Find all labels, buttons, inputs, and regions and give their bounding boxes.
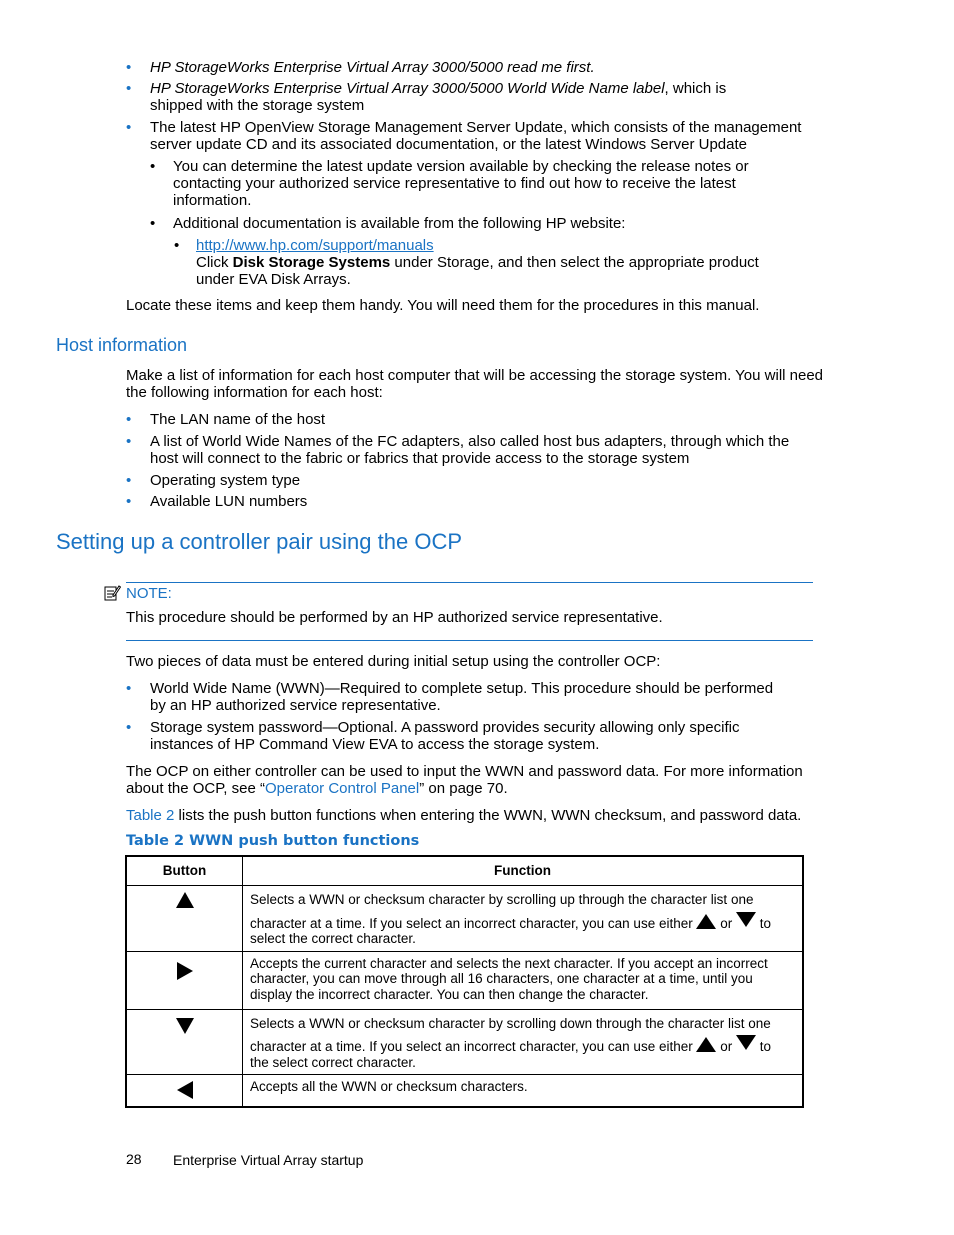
table-row xyxy=(126,1009,803,1075)
table-row xyxy=(126,951,803,1009)
up-arrow-icon xyxy=(696,914,716,929)
note-text: This procedure should be performed by an HP authorized service representative. xyxy=(126,609,663,626)
note-top-rule xyxy=(126,582,813,583)
column-header-button: Button xyxy=(126,856,243,886)
function-text: character at a time. If you select an incorrect character, you can use either xyxy=(250,1039,697,1054)
ocp-pre: about the OCP, see “ xyxy=(126,780,265,797)
ocp-paragraph: The OCP on either controller can be used to input the WWN and password data. For more information xyxy=(126,763,803,780)
function-line: the select correct character. xyxy=(250,1054,416,1070)
wwn-label-rest: , which is xyxy=(664,80,727,97)
table-caption: Table 2 WWN push button functions xyxy=(126,833,420,849)
wwn-label-item-line2: shipped with the storage system xyxy=(150,97,365,114)
right-arrow-icon xyxy=(177,962,193,980)
function-cell xyxy=(243,886,804,952)
footer-title: Enterprise Virtual Array startup xyxy=(173,1152,364,1168)
bullet: • xyxy=(126,411,132,428)
function-line xyxy=(250,1035,796,1055)
sub-bullet: • xyxy=(150,158,156,175)
operator-control-panel-link[interactable]: Operator Control Panel xyxy=(264,780,420,797)
button-cell xyxy=(126,951,243,1009)
locate-paragraph: Locate these items and keep them handy. You will need them for the procedures in this manual. xyxy=(126,297,760,314)
function-line: Selects a WWN or checksum character by scrolling down through the character list one xyxy=(250,1015,771,1031)
table-ref-rest: lists the push button functions when entering the WWN, WWN checksum, and password data. xyxy=(174,807,802,824)
function-text: or xyxy=(716,1039,736,1054)
host-item-line2: host will connect to the fabric or fabrics that provide access to the storage system xyxy=(150,450,690,467)
sub-bullet: • xyxy=(150,215,156,232)
button-cell xyxy=(126,1009,243,1075)
function-text: to xyxy=(756,915,772,931)
table-row xyxy=(126,886,803,952)
password-item-line2: instances of HP Command View EVA to access the storage system. xyxy=(150,736,600,753)
sub-sub-bullet: • xyxy=(174,237,180,254)
function-line xyxy=(250,912,796,932)
table-2-link[interactable]: Table 2 xyxy=(126,807,175,824)
bullet: • xyxy=(126,59,132,76)
note-icon xyxy=(104,584,121,601)
host-item: Available LUN numbers xyxy=(150,493,308,510)
column-header-function: Function xyxy=(243,856,804,886)
click-post: under Storage, and then select the appropriate product xyxy=(390,254,759,271)
click-pre: Click xyxy=(196,254,233,271)
wwn-label-item xyxy=(150,80,726,97)
disk-storage-systems: Disk Storage Systems xyxy=(232,254,391,271)
host-item: The LAN name of the host xyxy=(150,411,326,428)
update-version-line2: contacting your authorized service representative to find out how to receive the latest xyxy=(173,175,736,192)
wwn-item: World Wide Name (WWN)—Required to complete setup. This procedure should be performed xyxy=(150,680,774,697)
down-arrow-icon xyxy=(176,1018,194,1034)
host-item: Operating system type xyxy=(150,472,301,489)
down-arrow-icon xyxy=(736,1035,756,1050)
update-version-line3: information. xyxy=(173,192,252,209)
click-instruction-line2: under EVA Disk Arrays. xyxy=(196,271,351,288)
left-arrow-icon xyxy=(177,1081,193,1099)
host-intro: Make a list of information for each host computer that will be accessing the storage system. You will need xyxy=(126,367,824,384)
function-line: select the correct character. xyxy=(250,931,416,946)
function-cell: Accepts all the WWN or checksum characters. xyxy=(243,1075,804,1107)
host-information-heading: Host information xyxy=(56,335,188,355)
bullet: • xyxy=(126,493,132,510)
update-version-item: You can determine the latest update version available by checking the release notes or xyxy=(173,158,749,175)
bullet: • xyxy=(126,719,132,736)
table-header-row xyxy=(126,856,803,886)
button-cell xyxy=(126,886,243,952)
click-instruction xyxy=(196,254,759,271)
wwn-button-table xyxy=(125,855,804,1108)
password-item: Storage system password—Optional. A password provides security allowing only specific xyxy=(150,719,740,736)
server-update-item: The latest HP OpenView Storage Management Server Update, which consists of the management xyxy=(150,119,802,136)
function-text: character at a time. If you select an incorrect character, you can use either xyxy=(250,915,697,931)
up-arrow-icon xyxy=(696,1037,716,1052)
bullet: • xyxy=(126,433,132,450)
wwn-label-title: HP StorageWorks Enterprise Virtual Array 3000/5000 World Wide Name label xyxy=(150,80,665,97)
server-update-item-line2: server update CD and its associated documentation, or the latest Windows Server Update xyxy=(150,136,747,153)
note-bottom-rule xyxy=(126,640,813,641)
function-text: to xyxy=(756,1039,772,1054)
bullet: • xyxy=(126,80,132,97)
up-arrow-icon xyxy=(176,892,194,908)
note-label: NOTE: xyxy=(126,585,172,602)
readme-item: HP StorageWorks Enterprise Virtual Array 3000/5000 read me first. xyxy=(150,59,595,76)
host-intro-line2: the following information for each host: xyxy=(126,384,383,401)
setup-heading: Setting up a controller pair using the OCP xyxy=(56,529,463,554)
table-row xyxy=(126,1075,803,1107)
function-line: Selects a WWN or checksum character by scrolling up through the character list one xyxy=(250,892,754,907)
bullet: • xyxy=(126,119,132,136)
function-cell: Accepts the current character and selects the next character. If you accept an incorrect character, you can move through all 16 characters, one character at a time, until you display the incorrect character. You can then change the character. xyxy=(243,951,804,1009)
ocp-paragraph-line2 xyxy=(126,780,508,797)
function-cell xyxy=(243,1009,804,1075)
host-item: A list of World Wide Names of the FC adapters, also called host bus adapters, through which the xyxy=(150,433,790,450)
table-ref-paragraph xyxy=(126,807,801,824)
function-text: or xyxy=(716,915,736,931)
ocp-post: ” on page 70. xyxy=(419,780,508,797)
wwn-item-line2: by an HP authorized service representative. xyxy=(150,697,441,714)
setup-intro: Two pieces of data must be entered during initial setup using the controller OCP: xyxy=(126,653,661,670)
additional-docs-item: Additional documentation is available from the following HP website: xyxy=(173,215,626,232)
bullet: • xyxy=(126,680,132,697)
button-cell xyxy=(126,1075,243,1107)
page-number: 28 xyxy=(126,1151,142,1167)
down-arrow-icon xyxy=(736,912,756,927)
bullet: • xyxy=(126,472,132,489)
hp-manuals-link[interactable]: http://www.hp.com/support/manuals xyxy=(196,237,434,254)
